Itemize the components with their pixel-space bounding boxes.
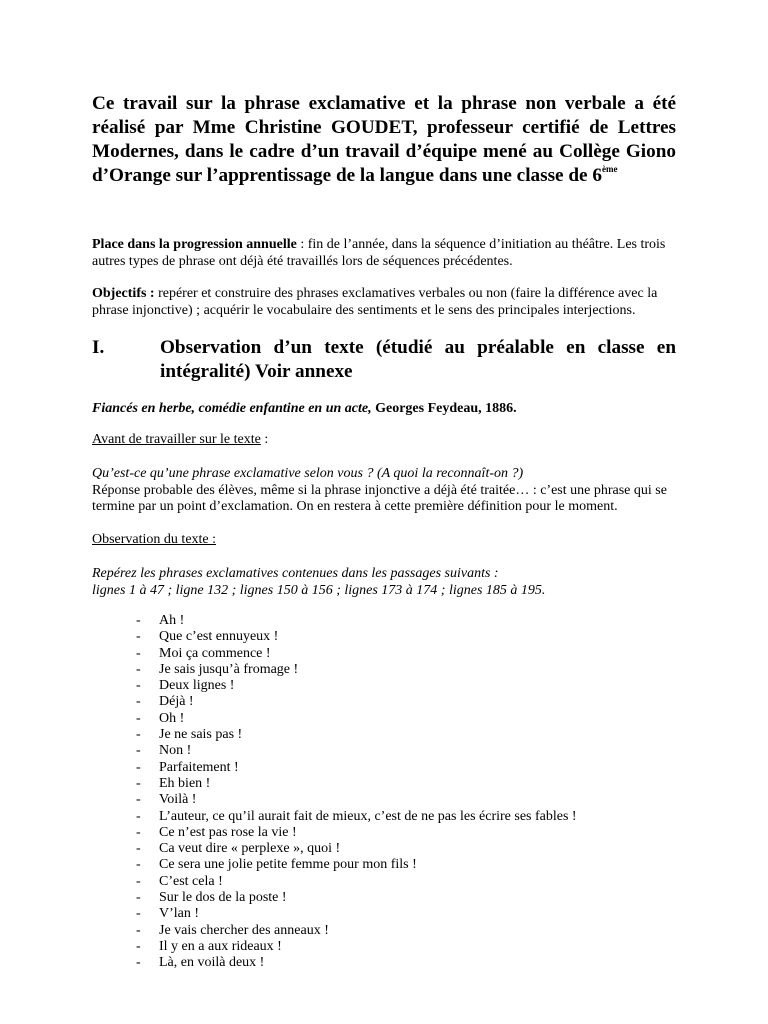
list-item <box>92 841 676 857</box>
list-bullet: - <box>136 710 141 726</box>
list-item <box>92 923 676 939</box>
observation-heading <box>92 532 676 549</box>
list-bullet: - <box>136 792 141 808</box>
work-title: Fiancés en herbe, comédie enfantine en un acte, <box>92 401 372 416</box>
list-item <box>92 776 676 792</box>
question: Qu’est-ce qu’une phrase exclamative selon vous ? (A quoi la reconnaît-on ?) <box>92 466 524 481</box>
intro-text: Ce travail sur la phrase exclamative et la phrase non verbale a été réalisé par Mme Christine GOUDET, professeur certifié de Lettres Modernes, dans le cadre d’un travail d’équipe mené au Collège Giono d’Orange sur l’apprentissage de la langue dans une classe de 6 <box>92 93 676 186</box>
list-item-text: C’est cela ! <box>159 873 223 889</box>
list-bullet: - <box>136 841 141 857</box>
document-page <box>92 92 676 972</box>
list-item-text: Je sais jusqu’à fromage ! <box>159 661 299 677</box>
list-bullet: - <box>136 727 141 743</box>
list-item <box>92 825 676 841</box>
avant-heading-text: Avant de travailler sur le texte <box>92 431 261 447</box>
intro-superscript: ème <box>601 164 618 174</box>
list-bullet: - <box>136 613 141 628</box>
list-item <box>92 711 676 727</box>
list-item-text: Que c’est ennuyeux ! <box>159 629 279 645</box>
instruction-line-1: Repérez les phrases exclamatives contenues dans les passages suivants : <box>92 566 499 581</box>
list-item-text: Je vais chercher des anneaux ! <box>159 922 329 938</box>
list-bullet: - <box>136 955 141 971</box>
intro-paragraph <box>92 92 676 188</box>
work-reference <box>92 401 676 418</box>
objectifs-label: Objectifs : <box>92 286 155 301</box>
objectifs-paragraph <box>92 286 676 319</box>
list-item-text: Ca veut dire « perplexe », quoi ! <box>159 841 341 857</box>
list-bullet: - <box>136 629 141 645</box>
list-item-text: V’lan ! <box>159 906 200 922</box>
list-item <box>92 890 676 906</box>
list-item-text: Eh bien ! <box>159 775 211 791</box>
list-bullet: - <box>136 743 141 759</box>
list-item-text: Je ne sais pas ! <box>159 727 243 743</box>
list-item <box>92 646 676 662</box>
avant-heading-colon: : <box>260 431 269 447</box>
list-bullet: - <box>136 922 141 938</box>
list-item-text: Déjà ! <box>159 694 194 710</box>
list-bullet: - <box>136 906 141 922</box>
list-item <box>92 694 676 710</box>
objectifs-text: repérer et construire des phrases exclamatives verbales ou non (faire la différence avec la phrase injonctive) ; acquérir le vocabulaire des sentiments et le sens des principales interjections. <box>92 286 658 318</box>
list-item-text: Deux lignes ! <box>159 678 235 694</box>
work-author: Georges Feydeau, 1886. <box>371 401 517 416</box>
list-item-text: Moi ça commence ! <box>159 645 271 661</box>
list-item <box>92 629 676 645</box>
list-bullet: - <box>136 873 141 889</box>
list-bullet: - <box>136 694 141 710</box>
list-bullet: - <box>136 678 141 694</box>
list-item-text: Voilà ! <box>159 792 197 808</box>
place-paragraph <box>92 237 676 270</box>
list-item <box>92 760 676 776</box>
list-bullet: - <box>136 890 141 906</box>
list-item <box>92 743 676 759</box>
list-item <box>92 809 676 825</box>
list-bullet: - <box>136 775 141 791</box>
instruction <box>92 566 676 599</box>
list-item-text: Il y en a aux rideaux ! <box>159 938 282 954</box>
section-title: Observation d’un texte (étudié au préalable en classe en intégralité) Voir annexe <box>160 337 676 382</box>
exclamation-list <box>92 613 676 972</box>
list-item-text: Non ! <box>159 743 192 759</box>
list-item <box>92 955 676 971</box>
list-item-text: Là, en voilà deux ! <box>159 955 265 971</box>
list-item <box>92 857 676 873</box>
list-item-text: Parfaitement ! <box>159 759 239 775</box>
list-bullet: - <box>136 824 141 840</box>
list-item <box>92 874 676 890</box>
section-heading <box>92 336 676 384</box>
list-bullet: - <box>136 857 141 873</box>
list-bullet: - <box>136 759 141 775</box>
answer: Réponse probable des élèves, même si la phrase injonctive a déjà été traitée… : c’est une phrase qui se termine par un point d’exclamation. On en restera à cette première définition pour le moment. <box>92 482 667 514</box>
place-label: Place dans la progression annuelle <box>92 237 297 252</box>
list-item-text: L’auteur, ce qu’il aurait fait de mieux, c’est de ne pas les écrire ses fables ! <box>159 808 577 824</box>
list-item <box>92 727 676 743</box>
place-text: : fin de l’année, dans la séquence d’initiation au théâtre. Les trois autres types de phrase ont déjà été travaillés lors de séquences précédentes. <box>92 237 666 269</box>
list-item <box>92 906 676 922</box>
list-item-text: Ce sera une jolie petite femme pour mon fils ! <box>159 857 417 873</box>
observation-heading-text: Observation du texte : <box>92 531 217 547</box>
list-item-text: Sur le dos de la poste ! <box>159 890 287 906</box>
list-item <box>92 678 676 694</box>
instruction-line-2: lignes 1 à 47 ; ligne 132 ; lignes 150 à 156 ; lignes 173 à 174 ; lignes 185 à 195. <box>92 582 546 598</box>
avant-heading <box>92 432 676 449</box>
list-item <box>92 792 676 808</box>
list-bullet: - <box>136 938 141 954</box>
list-item <box>92 939 676 955</box>
list-item <box>92 662 676 678</box>
list-item-text: Oh ! <box>159 710 185 726</box>
list-bullet: - <box>136 645 141 661</box>
list-item-text: Ah ! <box>159 613 185 628</box>
list-item <box>92 613 676 629</box>
list-item-text: Ce n’est pas rose la vie ! <box>159 824 297 840</box>
list-bullet: - <box>136 661 141 677</box>
list-bullet: - <box>136 808 141 824</box>
section-number: I. <box>92 337 105 358</box>
